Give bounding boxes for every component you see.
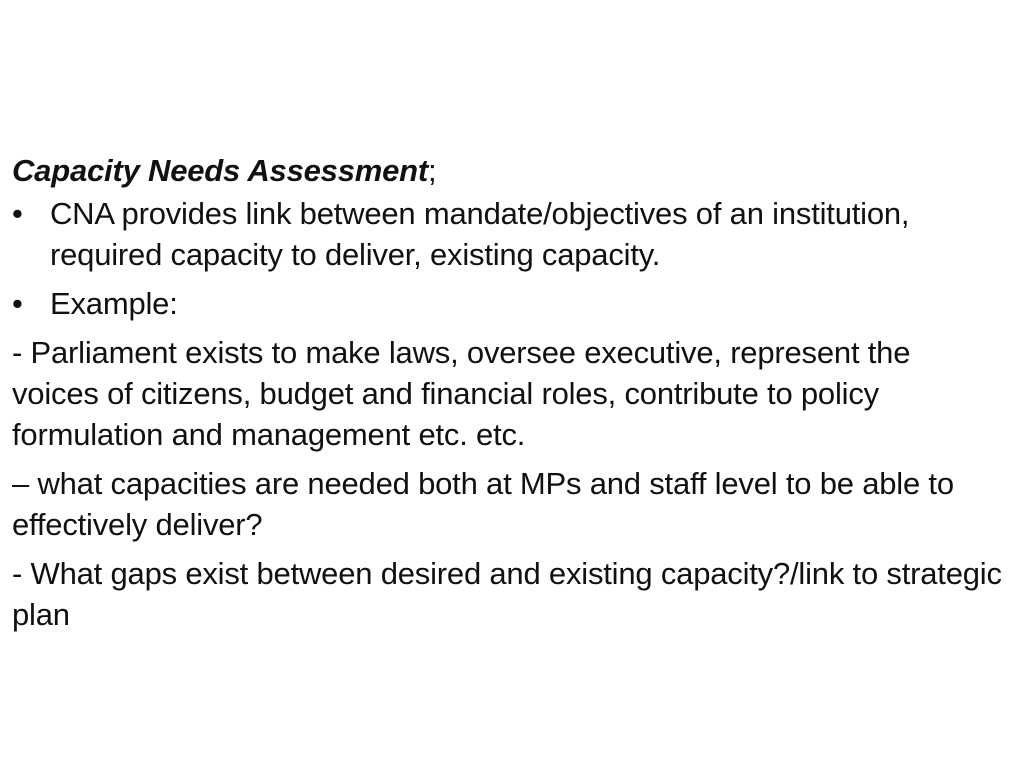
bullet-marker: •: [12, 196, 23, 231]
slide-heading: [12, 150, 1002, 191]
bullet-item-cna: [12, 193, 1002, 275]
bullet-text: CNA provides link between mandate/objectives of an institution, required capacity to deliver, existing capacity.: [50, 196, 910, 272]
bullet-item-example: [12, 283, 1002, 324]
bullet-marker: •: [12, 286, 23, 321]
paragraph-gaps: - What gaps exist between desired and existing capacity?/link to strategic plan: [12, 556, 1002, 632]
bullet-text: Example:: [50, 286, 178, 321]
heading-suffix: ;: [428, 153, 437, 188]
heading-text: Capacity Needs Assessment: [12, 153, 428, 188]
paragraph-parliament: - Parliament exists to make laws, oversee executive, represent the voices of citizens, budget and financial roles, contribute to policy formulation and management etc. etc.: [12, 335, 911, 452]
slide-content: [12, 150, 1002, 643]
paragraph-capacities: – what capacities are needed both at MPs and staff level to be able to effectively deliver?: [12, 466, 954, 542]
